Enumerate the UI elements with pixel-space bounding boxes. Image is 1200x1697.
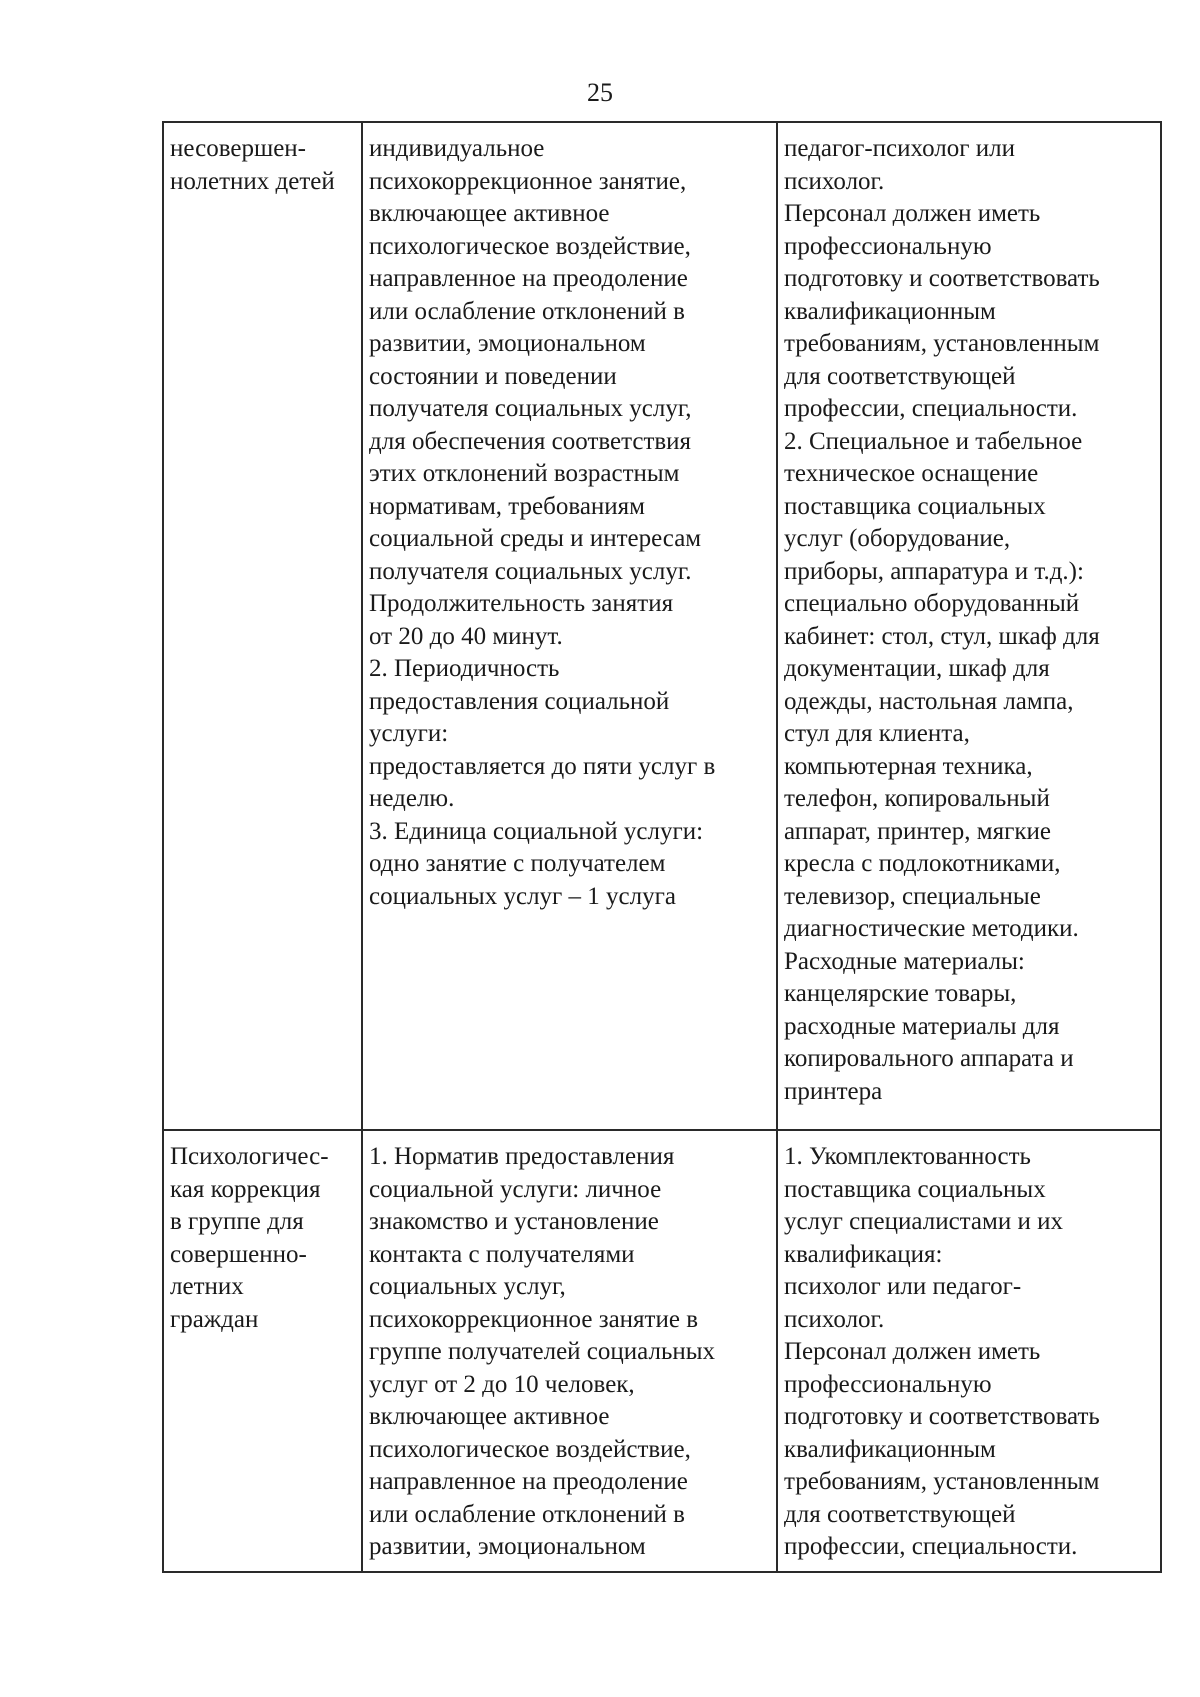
cell-line: приборы, аппаратура и т.д.):: [784, 557, 1084, 585]
cell-line: или ослабление отклонений в: [369, 297, 685, 325]
cell-line: стул для клиента,: [784, 720, 970, 747]
services-table: [162, 121, 1162, 1573]
cell-line: этих отклонений возрастным: [369, 460, 680, 487]
cell-line: расходные материалы для: [784, 1012, 1060, 1040]
table-row: [163, 122, 1161, 1130]
cell-line: услуг специалистами и их: [784, 1208, 1063, 1235]
cell-line: подготовку и соответствовать: [784, 1403, 1100, 1430]
cell-line: психологическое воздействие,: [369, 232, 691, 260]
cell-line: психолог.: [784, 1305, 885, 1333]
cell-line: требованиям, установленным: [784, 330, 1100, 357]
page-number: 25: [587, 78, 613, 107]
cell-line: 2. Специальное и табельное: [784, 427, 1083, 455]
cell-line: услуг (оборудование,: [784, 525, 1011, 552]
cell-line: канцелярские товары,: [784, 980, 1017, 1007]
cell-line: требованиям, установленным: [784, 1468, 1100, 1495]
cell-line: профессии, специальности.: [784, 1533, 1078, 1560]
service-conditions-cell: [777, 1130, 1161, 1572]
cell-line: знакомство и установление: [369, 1208, 659, 1235]
cell-line: поставщика социальных: [784, 1175, 1046, 1203]
cell-line: предоставления социальной: [369, 687, 670, 715]
cell-line: социальных услуг,: [369, 1273, 566, 1300]
cell-line: Расходные материалы:: [784, 947, 1025, 975]
cell-line: принтера: [784, 1077, 883, 1105]
service-conditions-cell: [777, 122, 1161, 1130]
cell-line: Продолжительность занятия: [369, 590, 674, 617]
cell-line: включающее активное: [369, 200, 610, 227]
cell-line: нормативам, требованиям: [369, 492, 645, 520]
cell-line: граждан: [170, 1305, 259, 1333]
cell-line: психолог.: [784, 167, 885, 195]
cell-line: направленное на преодоление: [369, 1468, 688, 1495]
cell-line: педагог-психолог или: [784, 135, 1015, 162]
cell-line: психологическое воздействие,: [369, 1435, 691, 1463]
cell-line: развитии, эмоциональном: [369, 1533, 646, 1560]
cell-line: группе получателей социальных: [369, 1338, 716, 1365]
cell-line: социальных услуг – 1 услуга: [369, 882, 676, 910]
cell-line: 1. Норматив предоставления: [369, 1143, 675, 1170]
cell-line: неделю.: [369, 785, 455, 812]
cell-line: в группе для: [170, 1208, 304, 1235]
cell-line: квалификационным: [784, 1435, 996, 1463]
cell-line: состоянии и поведении: [369, 362, 617, 390]
cell-line: контакта с получателями: [369, 1240, 635, 1268]
cell-line: аппарат, принтер, мягкие: [784, 817, 1051, 845]
cell-line: социальной услуги: личное: [369, 1175, 662, 1203]
service-name-cell: [163, 1130, 362, 1572]
cell-line: копировального аппарата и: [784, 1045, 1074, 1072]
cell-line: одно занятие с получателем: [369, 850, 666, 877]
cell-line: подготовку и соответствовать: [784, 265, 1100, 292]
cell-line: направленное на преодоление: [369, 265, 688, 292]
cell-line: диагностические методики.: [784, 915, 1079, 942]
cell-line: Персонал должен иметь: [784, 1338, 1041, 1365]
cell-line: квалификационным: [784, 297, 996, 325]
table-row: [163, 1130, 1161, 1572]
cell-line: психолог или педагог-: [784, 1273, 1022, 1300]
cell-line: летних: [170, 1273, 244, 1300]
cell-line: включающее активное: [369, 1403, 610, 1430]
cell-line: одежды, настольная лампа,: [784, 687, 1074, 715]
cell-line: или ослабление отклонений в: [369, 1500, 685, 1528]
cell-line: профессии, специальности.: [784, 395, 1078, 422]
cell-line: телевизор, специальные: [784, 882, 1041, 910]
cell-line: Психологичес-: [170, 1143, 329, 1170]
cell-line: нолетних детей: [170, 167, 335, 195]
cell-line: психокоррекционное занятие,: [369, 167, 687, 195]
cell-line: компьютерная техника,: [784, 752, 1033, 780]
cell-line: развитии, эмоциональном: [369, 330, 646, 357]
cell-line: документации, шкаф для: [784, 655, 1050, 682]
service-name-cell: [163, 122, 362, 1130]
cell-line: для соответствующей: [784, 362, 1016, 390]
cell-line: 3. Единица социальной услуги:: [369, 817, 704, 845]
cell-line: несовершен-: [170, 135, 306, 162]
service-standard-cell: [362, 122, 777, 1130]
cell-line: социальной среды и интересам: [369, 525, 702, 552]
cell-line: кресла с подлокотниками,: [784, 850, 1061, 877]
cell-line: предоставляется до пяти услуг в: [369, 752, 716, 780]
cell-line: для соответствующей: [784, 1500, 1016, 1528]
cell-line: кабинет: стол, стул, шкаф для: [784, 622, 1100, 650]
cell-line: получателя социальных услуг.: [369, 557, 692, 585]
cell-line: индивидуальное: [369, 135, 545, 162]
cell-line: профессиональную: [784, 1370, 992, 1398]
cell-line: квалификация:: [784, 1240, 943, 1268]
cell-line: Персонал должен иметь: [784, 200, 1041, 227]
cell-line: услуги:: [369, 720, 449, 747]
cell-line: 1. Укомплектованность: [784, 1143, 1031, 1170]
cell-line: профессиональную: [784, 232, 992, 260]
cell-line: получателя социальных услуг,: [369, 395, 692, 422]
cell-line: психокоррекционное занятие в: [369, 1305, 698, 1333]
cell-line: поставщика социальных: [784, 492, 1046, 520]
service-standard-cell: [362, 1130, 777, 1572]
cell-line: от 20 до 40 минут.: [369, 622, 563, 650]
cell-line: техническое оснащение: [784, 460, 1039, 487]
cell-line: кая коррекция: [170, 1175, 321, 1203]
cell-line: 2. Периодичность: [369, 655, 560, 682]
cell-line: услуг от 2 до 10 человек,: [369, 1370, 635, 1398]
cell-line: телефон, копировальный: [784, 785, 1050, 812]
cell-line: совершенно-: [170, 1240, 307, 1268]
cell-line: для обеспечения соответствия: [369, 427, 692, 455]
cell-line: специально оборудованный: [784, 590, 1080, 617]
